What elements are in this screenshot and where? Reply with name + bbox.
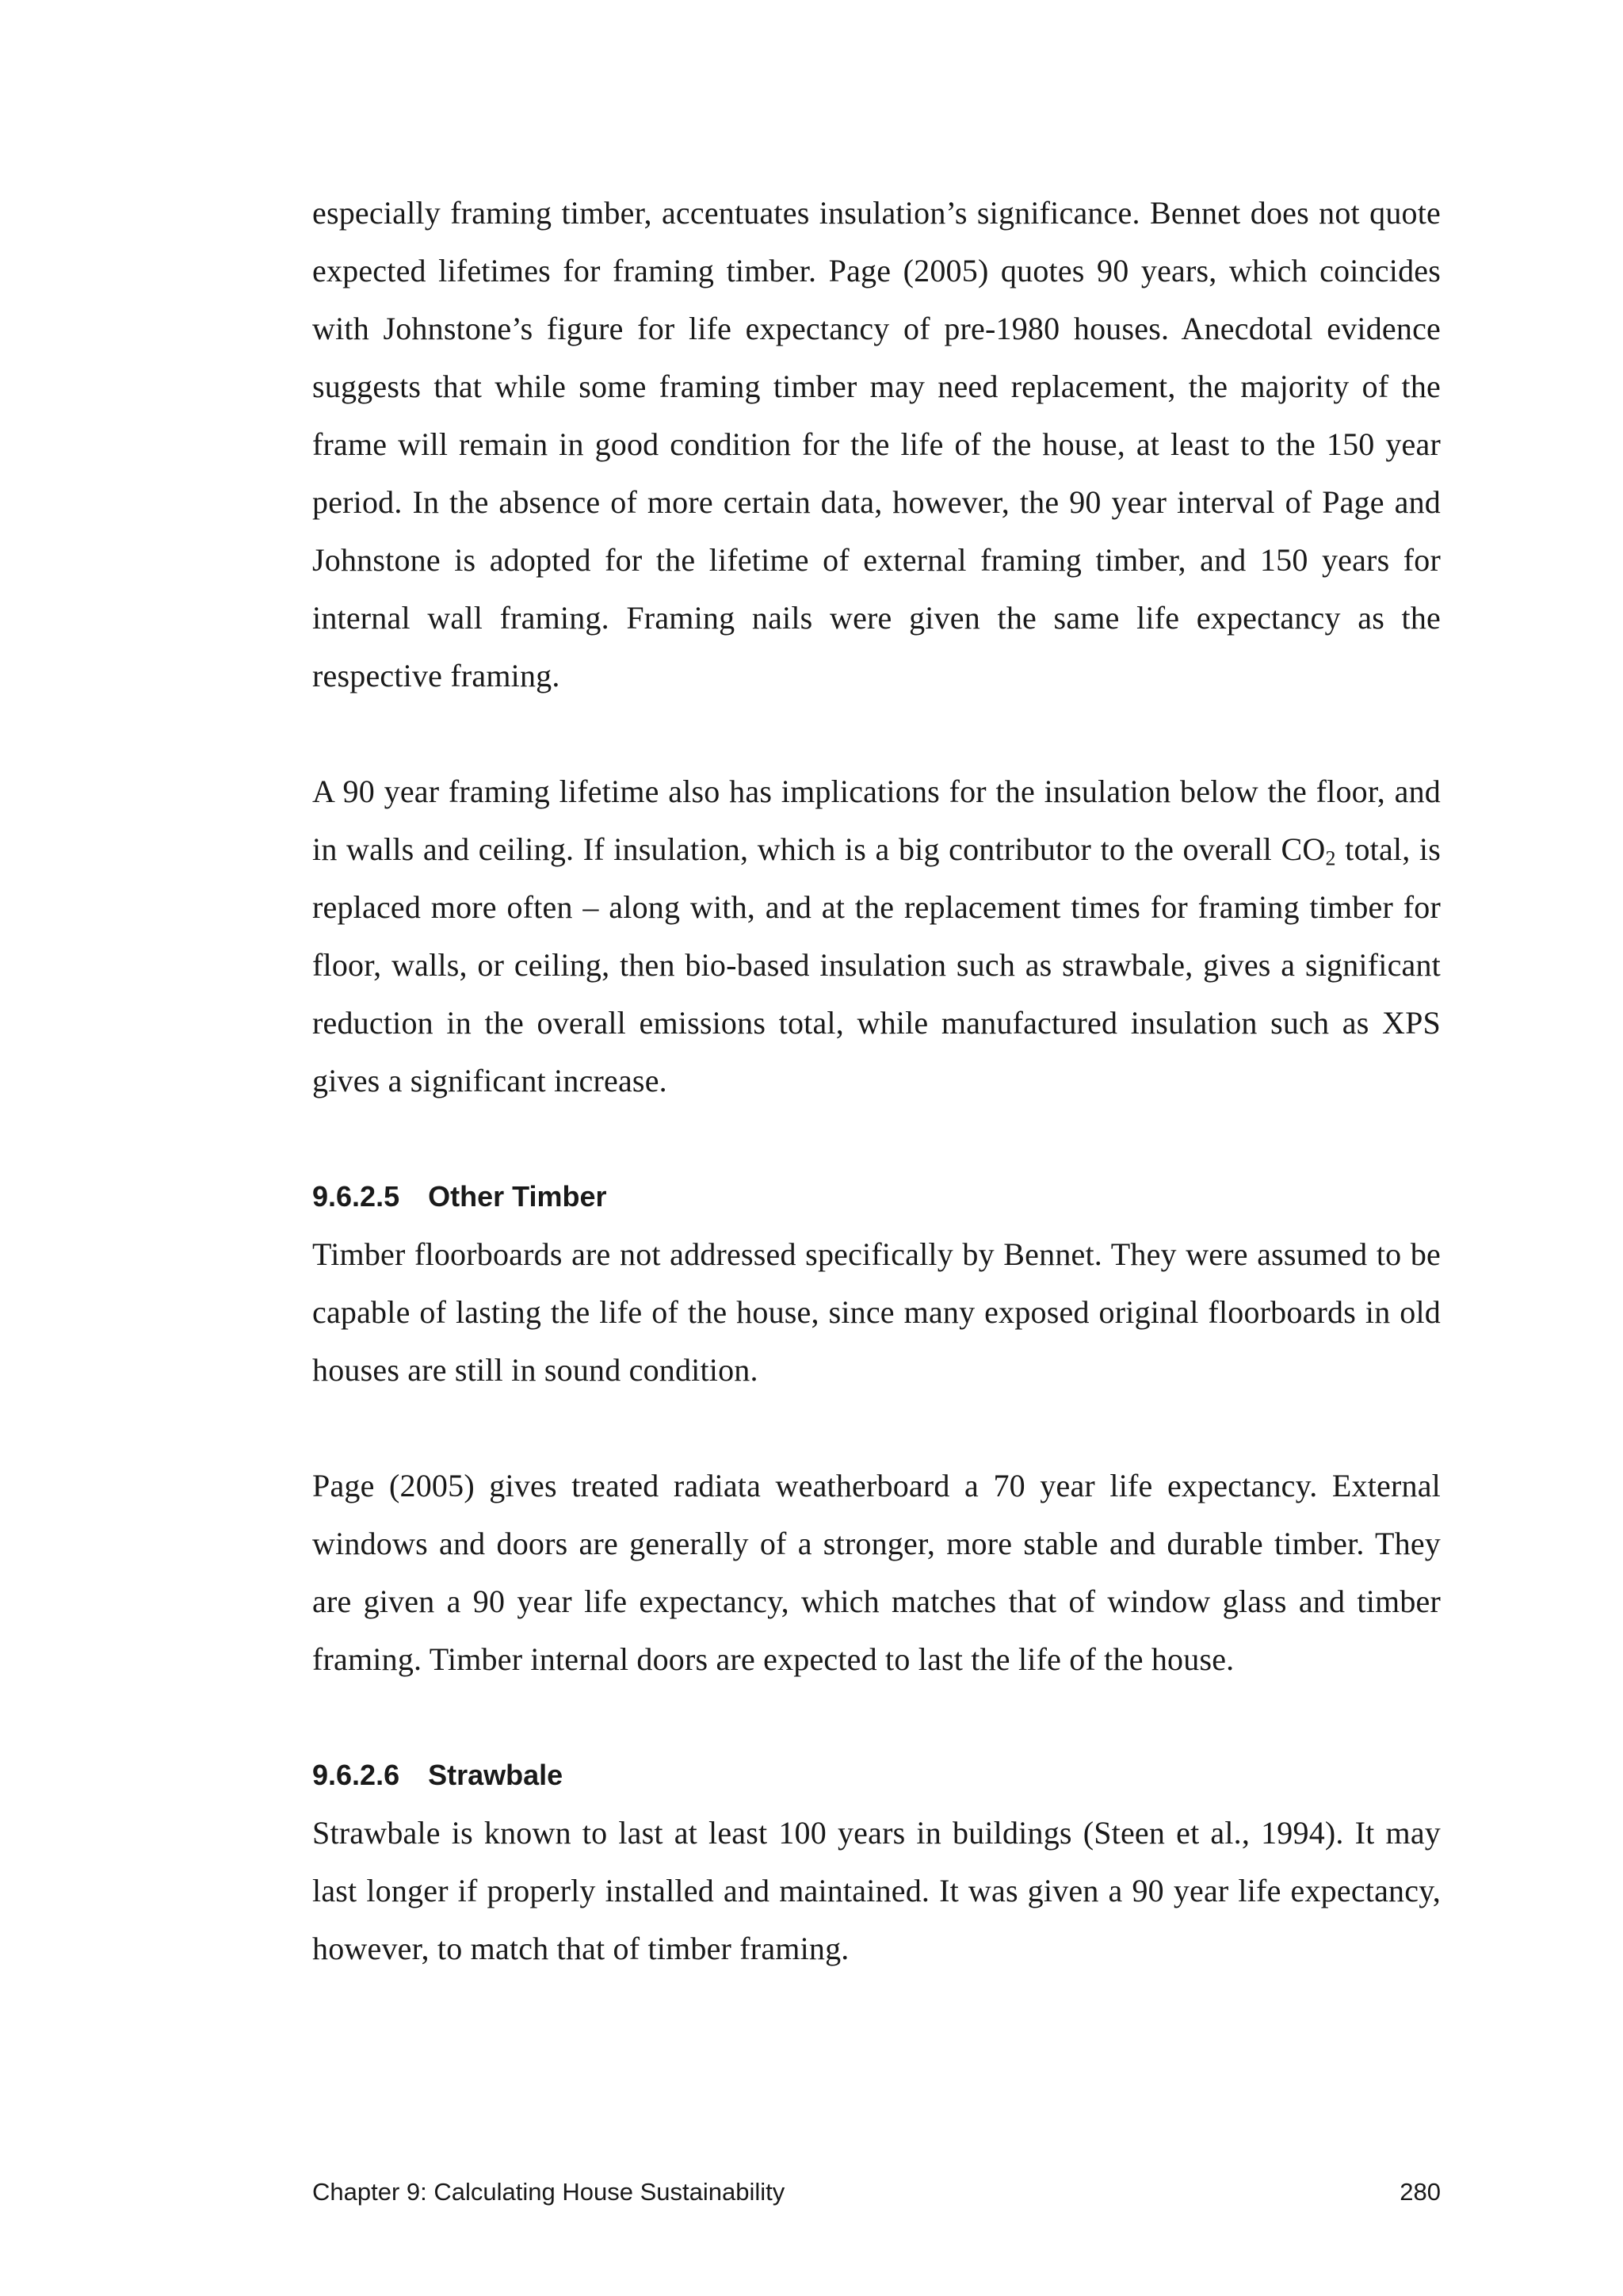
co2-subscript: 2: [1325, 846, 1336, 870]
paragraph-insulation-implications: [312, 762, 1441, 1110]
paragraph-spacer: [312, 1688, 1441, 1746]
page-body: [312, 184, 1441, 1977]
paragraph-insulation-text-start: A 90 year framing lifetime also has implications for the insulation below the floor, and in walls and ceiling. If insulation, which is a big contributor to the overall CO: [312, 774, 1441, 867]
paragraph-strawbale: Strawbale is known to last at least 100 years in buildings (Steen et al., 1994). It may last longer if properly installed and maintained. It was given a 90 year life expectancy, however, to match that of timber framing.: [312, 1815, 1441, 1966]
paragraph-floorboards: Timber floorboards are not addressed specifically by Bennet. They were assumed to be capable of lasting the life of the house, since many exposed original floorboards in old houses are still in sound condition.: [312, 1236, 1441, 1388]
footer-chapter-title: Chapter 9: Calculating House Sustainability: [312, 2178, 785, 2206]
paragraph-spacer: [312, 1110, 1441, 1167]
heading-strawbale: 9.6.2.6 Strawbale: [312, 1759, 563, 1791]
paragraph-weatherboard: Page (2005) gives treated radiata weatherboard a 70 year life expectancy. External windows and doors are generally of a stronger, more stable and durable timber. They are given a 90 year life expectancy, which matches that of window glass and timber framing. Timber internal doors are expected to last the life of the house.: [312, 1468, 1441, 1677]
paragraph-spacer: [312, 1399, 1441, 1457]
paragraph-spacer: [312, 705, 1441, 762]
page-footer: [312, 2178, 1441, 2206]
footer-page-number: 280: [1400, 2178, 1441, 2206]
heading-other-timber: 9.6.2.5 Other Timber: [312, 1180, 607, 1213]
paragraph-insulation-text-end: total, is replaced more often – along with, and at the replacement times for framing timber for floor, walls, or ceiling, then bio-based insulation such as strawbale, gives a significant reduction in the overall emissions total, while manufactured insulation such as XPS gives a significant increase.: [312, 831, 1441, 1098]
paragraph-framing-lifetime: especially framing timber, accentuates insulation’s significance. Bennet does not quote expected lifetimes for framing timber. Page (2005) quotes 90 years, which coincides with Johnstone’s figure for life expectancy of pre-1980 houses. Anecdotal evidence suggests that while some framing timber may need replacement, the majority of the frame will remain in good condition for the life of the house, at least to the 150 year period. In the absence of more certain data, however, the 90 year interval of Page and Johnstone is adopted for the lifetime of external framing timber, and 150 years for internal wall framing. Framing nails were given the same life expectancy as the respective framing.: [312, 195, 1441, 693]
